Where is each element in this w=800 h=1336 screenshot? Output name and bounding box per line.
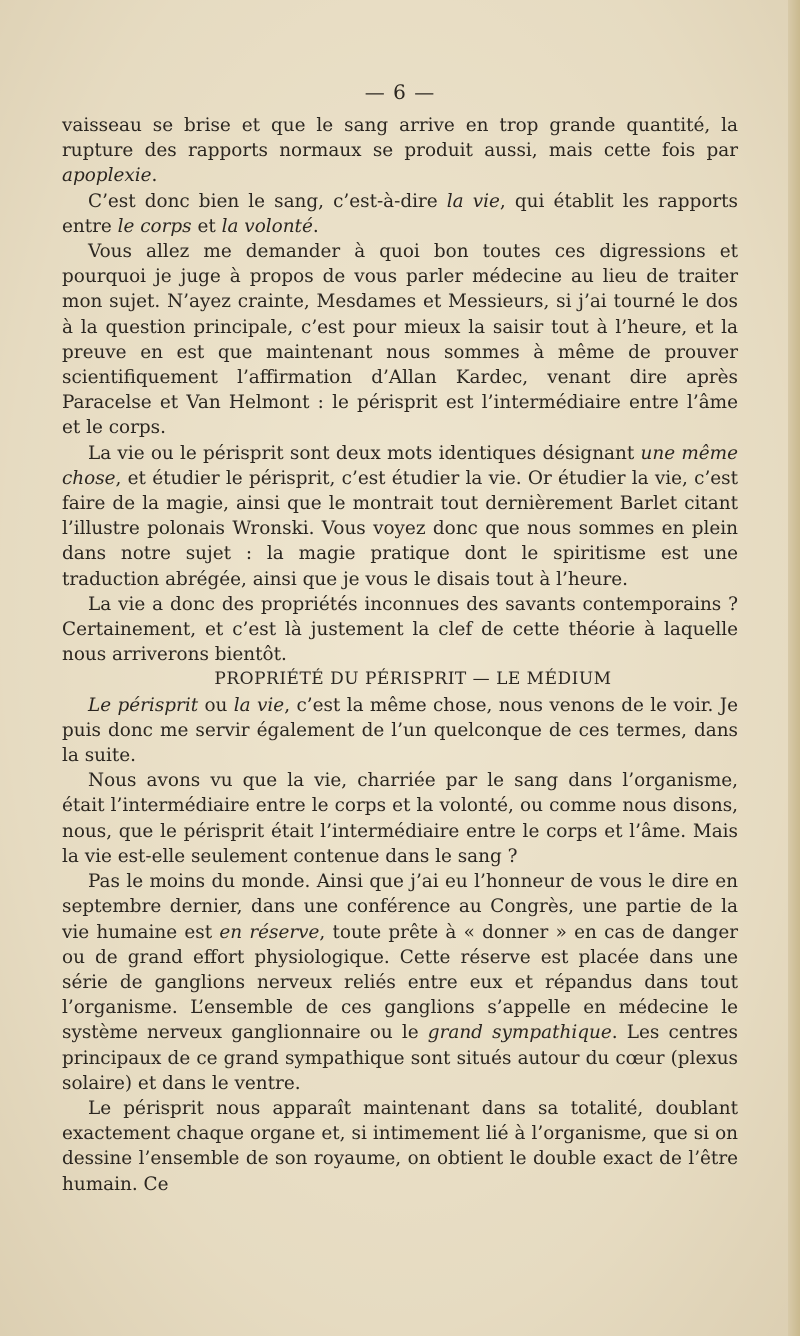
paragraph: vaisseau se brise et que le sang arrive en trop grande quantité, la rupture des rapports normaux se produit aussi, mais cette fois par apoplexie. (62, 115, 738, 187)
page-edge (788, 0, 800, 1336)
section-heading: PROPRIÉTÉ DU PÉRISPRIT — LE MÉDIUM (214, 669, 612, 690)
page-body (62, 113, 738, 1197)
paragraph: Le périsprit nous apparaît maintenant dans sa totalité, doublant exactement chaque organe et, si intimement lié à l’organisme, que si on dessine l’ensemble de son royaume, on obtient le double exact de l’être humain. Ce (62, 1097, 738, 1195)
paragraph: Nous avons vu que la vie, charriée par le sang dans l’organisme, était l’intermédiaire entre le corps et la volonté, ou comme nous disons, nous, que le périsprit était l’intermédiaire entre le corps et l’âme. Mais la vie est-elle seulement contenue dans le sang ? (62, 770, 738, 867)
paragraph: Le périsprit ou la vie, c’est la même chose, nous venons de le voir. Je puis donc me servir également de l’un quelconque de ces termes, dans la suite. (62, 694, 739, 767)
paragraph: La vie ou le périsprit sont deux mots identiques désignant une même chose, et étudier le périsprit, c’est étudier la vie. Or étudier la vie, c’est faire de la magie, ainsi que le montrait tout dernièrement Barlet citant l’illustre polonais Wronski. Vous voyez donc que nous sommes en plein dans notre sujet : la magie pratique dont le spiritisme est une traduction abrégée, ainsi que je vous le disais tout à l’heure. (62, 442, 738, 590)
paragraph: C’est donc bien le sang, c’est-à-dire la vie, qui établit les rapports entre le corps et la volonté. (62, 190, 738, 237)
paragraph: Vous allez me demander à quoi bon toutes ces digressions et pourquoi je juge à propos de vous parler médecine au lieu de traiter mon sujet. N’ayez crainte, Mesdames et Messieurs, si j’ai tourné le dos à la question principale, c’est pour mieux la saisir tout à l’heure, et la preuve en est que maintenant nous sommes à même de prouver scientifiquement l’affirmation d’Allan Kardec, venant dire après Paracelse et Van Helmont : le périsprit est l’intermédiaire entre l’âme et le corps. (62, 241, 738, 439)
paragraph: La vie a donc des propriétés inconnues des savants contemporains ? Certainement, et c’est là justement la clef de cette théorie à laquelle nous arriverons bientôt. (62, 593, 738, 666)
paragraph: Pas le moins du monde. Ainsi que j’ai eu l’honneur de vous le dire en septembre dernier, dans une conférence au Congrès, une partie de la vie humaine est en réserve, toute prête à « donner » en cas de danger ou de grand effort physiologique. Cette réserve est placée dans une série de ganglions nerveux reliés entre eux et répandus dans tout l’organisme. L’ensemble de ces ganglions s’appelle en médecine le système nerveux ganglionnaire ou le grand sympathique. Les centres principaux de ce grand sympathique sont situés autour du cœur (plexus solaire) et dans le ventre. (62, 871, 738, 1094)
page-number: — 6 — (364, 80, 436, 104)
